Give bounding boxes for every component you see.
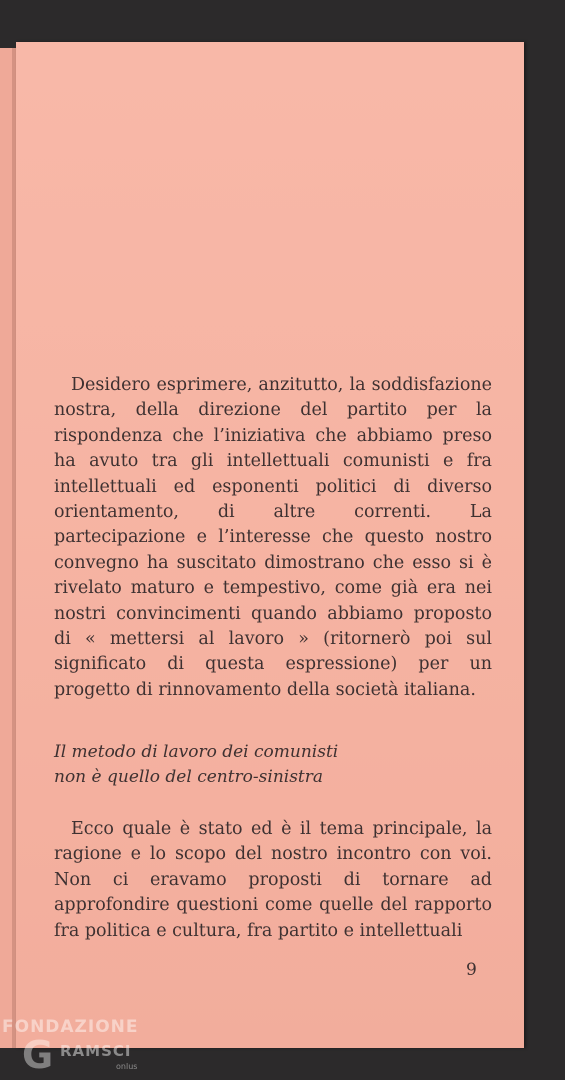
previous-page-edge [0, 48, 12, 1048]
section-heading-line-1: Il metodo di lavoro dei comunisti [54, 742, 339, 762]
page-number: 9 [466, 960, 477, 980]
paragraph-main [54, 817, 492, 944]
paragraph-intro [54, 373, 492, 703]
section-heading-line-2: non è quello del centro-sinistra [54, 767, 324, 787]
watermark-line-1: FONDAZIONE [2, 1017, 139, 1037]
paragraph-main-text: Ecco quale è stato ed è il tema principale, la ragione e lo scopo del nostro incontro con voi. Non ci eravamo proposti di tornare ad approfondire questioni come quelle del rapporto fra politica e cultura, fra partito e intellettuali [54, 819, 492, 941]
section-heading [54, 740, 492, 790]
paragraph-intro-text: Desidero esprimere, anzitutto, la soddisfazione nostra, della direzione del partito per la rispondenza che l’iniziativa che abbiamo preso ha avuto tra gli intellettuali comunisti e fra intellettuali ed esponenti politici di diverso orientamento, di altre correnti. La partecipazione e l’interesse che questo nostro convegno ha suscitato dimostrano che esso si è rivelato maturo e tempestivo, come già era nei nostri convincimenti quando abbiamo proposto di « mettersi al lavoro » (ritornerò poi sul significato di questa espressione) per un progetto di rinnovamento della società italiana. [54, 375, 492, 700]
watermark-g-logo-icon: G [22, 1033, 54, 1077]
book-page [16, 42, 524, 1048]
watermark-suffix: onlus [116, 1062, 138, 1071]
watermark-line-2: RAMSCI [60, 1042, 132, 1060]
foundation-watermark [0, 1012, 150, 1078]
